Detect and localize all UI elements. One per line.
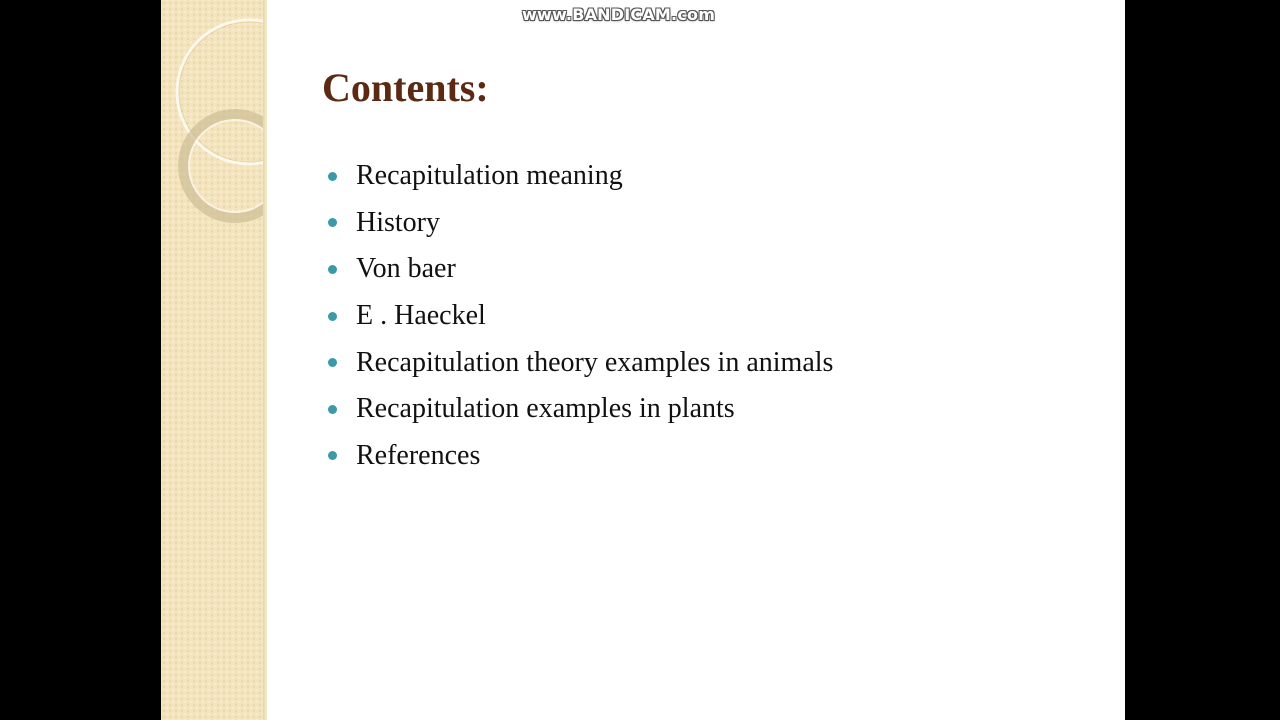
list-item-text: E . Haeckel bbox=[356, 300, 486, 332]
bullet-dot-icon bbox=[328, 358, 337, 367]
list-item bbox=[328, 293, 833, 340]
list-item-text: Von baer bbox=[356, 253, 456, 285]
bullet-dot-icon bbox=[328, 405, 337, 414]
list-item-text: History bbox=[356, 206, 440, 238]
slide-title: Contents: bbox=[322, 65, 489, 110]
bullet-dot-icon bbox=[328, 172, 337, 181]
ring-ornament-icon bbox=[161, 0, 267, 260]
band-edge bbox=[263, 0, 267, 720]
list-item bbox=[328, 200, 833, 247]
list-item-text: References bbox=[356, 439, 481, 471]
bullet-dot-icon bbox=[328, 312, 337, 321]
list-item bbox=[328, 339, 833, 386]
list-item-text: Recapitulation examples in plants bbox=[356, 393, 735, 425]
list-item bbox=[328, 433, 833, 480]
presentation-slide bbox=[161, 0, 1125, 720]
slide-decorative-band bbox=[161, 0, 267, 720]
contents-list bbox=[328, 153, 833, 479]
bullet-dot-icon bbox=[328, 218, 337, 227]
list-item bbox=[328, 386, 833, 433]
list-item bbox=[328, 246, 833, 293]
list-item bbox=[328, 153, 833, 200]
bullet-dot-icon bbox=[328, 265, 337, 274]
bullet-dot-icon bbox=[328, 451, 337, 460]
list-item-text: Recapitulation meaning bbox=[356, 160, 623, 192]
list-item-text: Recapitulation theory examples in animals bbox=[356, 346, 834, 378]
recording-watermark: www.BANDICAM.com bbox=[522, 5, 716, 24]
